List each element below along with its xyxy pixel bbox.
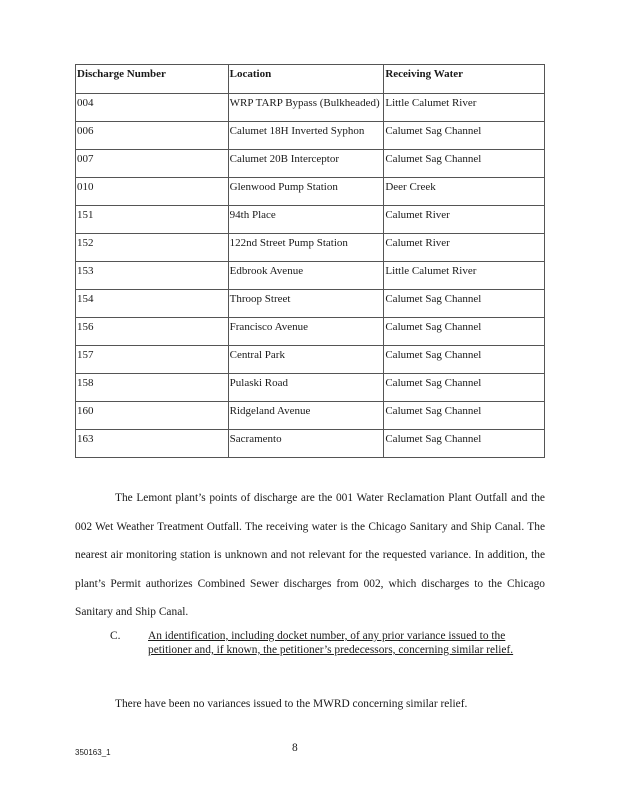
discharge-number-cell: 156: [76, 318, 229, 346]
location-cell: Throop Street: [228, 290, 384, 318]
receiving-water-cell: Little Calumet River: [384, 262, 545, 290]
table-row: [76, 402, 545, 430]
receiving-water-cell: Calumet Sag Channel: [384, 402, 545, 430]
discharge-number-cell: 010: [76, 178, 229, 206]
discharge-number-cell: 163: [76, 430, 229, 458]
receiving-water-cell: Deer Creek: [384, 178, 545, 206]
discharge-number-cell: 154: [76, 290, 229, 318]
document-id: 350163_1: [75, 748, 111, 757]
table-row: [76, 318, 545, 346]
location-cell: Francisco Avenue: [228, 318, 384, 346]
discharge-number-cell: 004: [76, 94, 229, 122]
discharge-number-cell: 151: [76, 206, 229, 234]
location-cell: 122nd Street Pump Station: [228, 234, 384, 262]
location-cell: Edbrook Avenue: [228, 262, 384, 290]
location-cell: Pulaski Road: [228, 374, 384, 402]
discharge-number-cell: 160: [76, 402, 229, 430]
table-row: [76, 374, 545, 402]
table-row: [76, 178, 545, 206]
table-row: [76, 206, 545, 234]
discharge-number-cell: 153: [76, 262, 229, 290]
table-row: [76, 234, 545, 262]
item-c-heading: An identification, including docket number, of any prior variance issued to the petitioner and, if known, the petitioner’s predecessors, concerning similar relief.: [148, 630, 514, 656]
receiving-water-cell: Calumet Sag Channel: [384, 318, 545, 346]
receiving-water-cell: Calumet Sag Channel: [384, 290, 545, 318]
discharge-number-cell: 157: [76, 346, 229, 374]
table-row: [76, 94, 545, 122]
receiving-water-cell: Little Calumet River: [384, 94, 545, 122]
table-row: [76, 430, 545, 458]
location-cell: Central Park: [228, 346, 384, 374]
item-c-letter: C.: [110, 630, 121, 642]
receiving-water-cell: Calumet Sag Channel: [384, 346, 545, 374]
header-receiving-water: Receiving Water: [384, 65, 545, 94]
no-variances-paragraph: There have been no variances issued to the MWRD concerning similar relief.: [115, 698, 468, 710]
location-cell: Ridgeland Avenue: [228, 402, 384, 430]
discharge-number-cell: 152: [76, 234, 229, 262]
table-header-row: [76, 65, 545, 94]
discharge-table: [75, 64, 545, 458]
location-cell: Glenwood Pump Station: [228, 178, 384, 206]
header-location: Location: [228, 65, 384, 94]
lemont-discharge-paragraph: The Lemont plant’s points of discharge are the 001 Water Reclamation Plant Outfall and the 002 Wet Weather Treatment Outfall. The receiving water is the Chicago Sanitary and Ship Canal. The nearest air monitoring station is unknown and not relevant for the requested variance. In addition, the plant’s Permit authorizes Combined Sewer discharges from 002, which discharges to the Chicago Sanitary and Ship Canal.: [75, 492, 545, 618]
table-row: [76, 346, 545, 374]
receiving-water-cell: Calumet River: [384, 234, 545, 262]
receiving-water-cell: Calumet Sag Channel: [384, 150, 545, 178]
table-row: [76, 290, 545, 318]
table-row: [76, 150, 545, 178]
location-cell: Calumet 20B Interceptor: [228, 150, 384, 178]
location-cell: 94th Place: [228, 206, 384, 234]
table-row: [76, 122, 545, 150]
receiving-water-cell: Calumet Sag Channel: [384, 122, 545, 150]
location-cell: WRP TARP Bypass (Bulkheaded): [228, 94, 384, 122]
table-row: [76, 262, 545, 290]
discharge-number-cell: 006: [76, 122, 229, 150]
receiving-water-cell: Calumet Sag Channel: [384, 430, 545, 458]
header-discharge-number: Discharge Number: [76, 65, 229, 94]
receiving-water-cell: Calumet Sag Channel: [384, 374, 545, 402]
discharge-number-cell: 007: [76, 150, 229, 178]
receiving-water-cell: Calumet River: [384, 206, 545, 234]
page-number: 8: [292, 742, 298, 754]
location-cell: Sacramento: [228, 430, 384, 458]
location-cell: Calumet 18H Inverted Syphon: [228, 122, 384, 150]
discharge-number-cell: 158: [76, 374, 229, 402]
